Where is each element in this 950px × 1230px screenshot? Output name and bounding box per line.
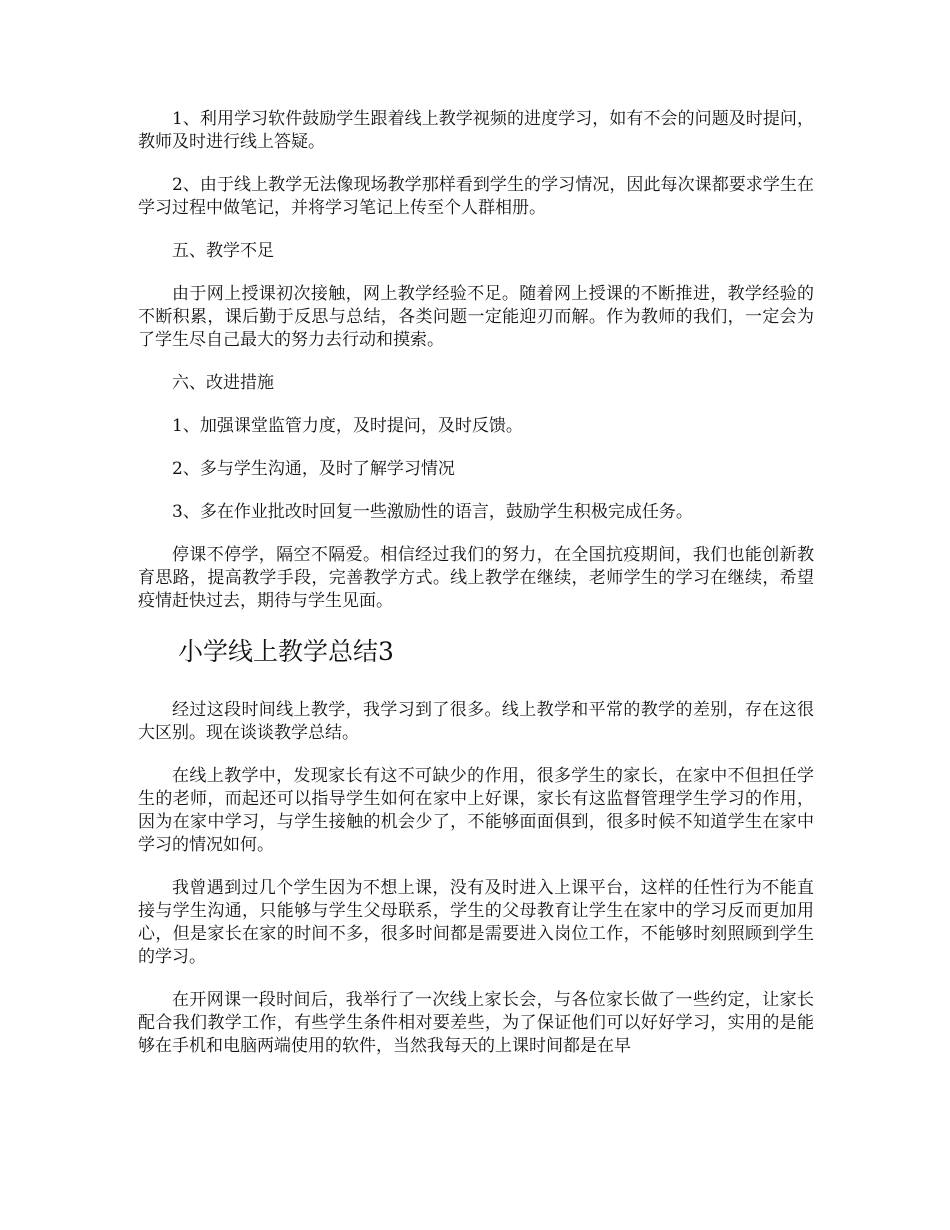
paragraph-item-1: 1、利用学习软件鼓励学生跟着线上教学视频的进度学习，如有不会的问题及时提问，教师及时进行线上答疑。 <box>138 109 814 152</box>
paragraph-intro: 经过这段时间线上教学，我学习到了很多。线上教学和平常的教学的差别，存在这很大区别。现在谈谈教学总结。 <box>138 700 814 743</box>
paragraph-parent-meeting: 在开网课一段时间后，我举行了一次线上家长会，与各位家长做了一些约定，让家长配合我们教学工作，有些学生条件相对要差些，为了保证他们可以好好学习，实用的是能够在手机和电脑两端使用的软件，当然我每天的上课时间都是在早 <box>138 990 814 1056</box>
paragraph-improvement-2: 2、多与学生沟通，及时了解学习情况 <box>172 459 455 479</box>
paragraph-conclusion: 停课不停学，隔空不隔爱。相信经过我们的努力，在全国抗疫期间，我们也能创新教育思路，提高教学手段，完善教学方式。线上教学在继续，老师学生的学习在继续，希望疫情赶快过去，期待与学生见面。 <box>138 545 814 611</box>
paragraph-shortcomings: 由于网上授课初次接触，网上教学经验不足。随着网上授课的不断推进，教学经验的不断积累，课后勤于反思与总结，各类问题一定能迎刃而解。作为教师的我们，一定会为了学生尽自己最大的努力去行动和摸索。 <box>138 284 814 350</box>
paragraph-improvement-3: 3、多在作业批改时回复一些激励性的语言，鼓励学生积极完成任务。 <box>172 502 693 522</box>
section-heading-shortcomings: 五、教学不足 <box>172 241 274 261</box>
paragraph-parents-role: 在线上教学中，发现家长有这不可缺少的作用，很多学生的家长，在家中不但担任学生的老师，而起还可以指导学生如何在家中上好课，家长有这监督管理学生学习的作用，因为在家中学习，与学生接触的机会少了，不能够面面俱到，很多时候不知道学生在家中学习的情况如何。 <box>138 766 814 855</box>
section-heading-improvements: 六、改进措施 <box>172 373 274 393</box>
paragraph-improvement-1: 1、加强课堂监管力度，及时提问，及时反馈。 <box>172 416 523 436</box>
document-page <box>138 108 814 1058</box>
section-title: 小学线上教学总结3 <box>178 637 394 666</box>
paragraph-item-2: 2、由于线上教学无法像现场教学那样看到学生的学习情况，因此每次课都要求学生在学习过程中做笔记，并将学习笔记上传至个人群相册。 <box>138 175 814 218</box>
paragraph-absent-students: 我曾遇到过几个学生因为不想上课，没有及时进入上课平台，这样的任性行为不能直接与学生沟通，只能够与学生父母联系，学生的父母教育让学生在家中的学习反而更加用心，但是家长在家的时间不多，很多时间都是需要进入岗位工作，不能够时刻照顾到学生的学习。 <box>138 878 814 967</box>
